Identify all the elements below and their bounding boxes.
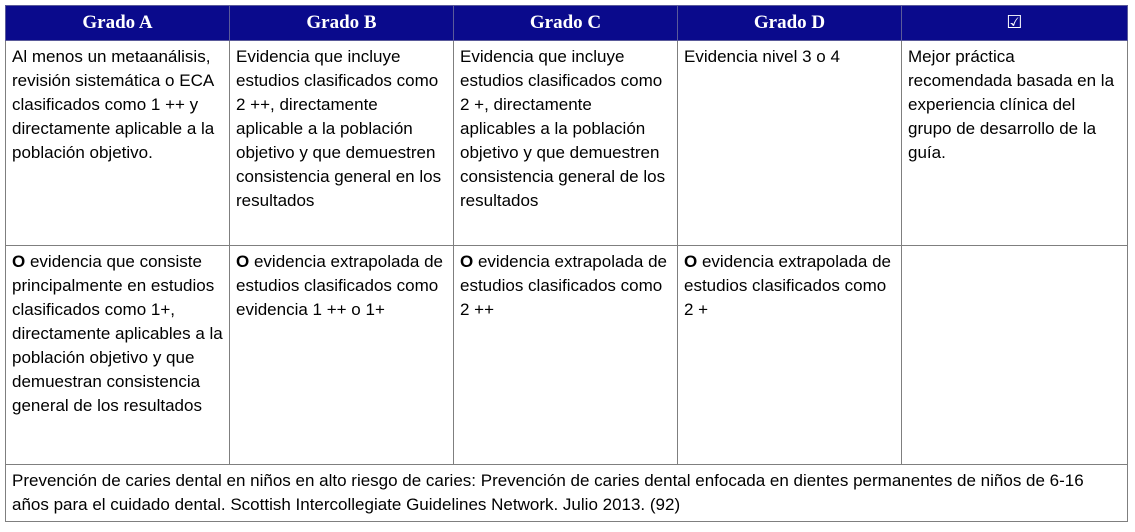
header-check (902, 6, 1128, 41)
or-prefix: O (236, 252, 250, 271)
source-row (6, 465, 1128, 522)
cell-grade-c-primary: Evidencia que incluye estudios clasificados como 2 +, directamente aplicables a la población objetivo y que demuestren consistencia general de los resultados (454, 41, 678, 246)
evidence-grades-table (5, 5, 1128, 522)
or-prefix: O (460, 252, 474, 271)
table-row (6, 246, 1128, 465)
table-row (6, 41, 1128, 246)
header-grade-d: Grado D (678, 6, 902, 41)
header-row (6, 6, 1128, 41)
checkbox-checked-icon: ☑ (1006, 12, 1023, 33)
or-prefix: O (12, 252, 26, 271)
header-grade-c: Grado C (454, 6, 678, 41)
cell-grade-d-primary: Evidencia nivel 3 o 4 (678, 41, 902, 246)
cell-check-alternative (902, 246, 1128, 465)
cell-text: evidencia extrapolada de estudios clasificados como evidencia 1 ++ o 1+ (236, 252, 443, 319)
cell-check-primary: Mejor práctica recomendada basada en la experiencia clínica del grupo de desarrollo de la guía. (902, 41, 1128, 246)
cell-text: evidencia que consiste principalmente en estudios clasificados como 1+, directamente aplicables a la población objetivo y que demuestran consistencia general de los resultados (12, 252, 223, 415)
cell-text: evidencia extrapolada de estudios clasificados como 2 + (684, 252, 891, 319)
cell-grade-d-alternative (678, 246, 902, 465)
header-grade-a: Grado A (6, 6, 230, 41)
header-grade-b: Grado B (230, 6, 454, 41)
cell-grade-a-primary: Al menos un metaanálisis, revisión sistemática o ECA clasificados como 1 ++ y directamente aplicable a la población objetivo. (6, 41, 230, 246)
cell-grade-c-alternative (454, 246, 678, 465)
cell-grade-b-primary: Evidencia que incluye estudios clasificados como 2 ++, directamente aplicable a la población objetivo y que demuestren consistencia general en los resultados (230, 41, 454, 246)
or-prefix: O (684, 252, 698, 271)
source-citation: Prevención de caries dental en niños en alto riesgo de caries: Prevención de caries dental enfocada en dientes permanentes de niños de 6-16 años para el cuidado dental. Scottish Intercollegiate Guidelines Network. Julio 2013. (92) (6, 465, 1128, 522)
cell-grade-a-alternative (6, 246, 230, 465)
cell-text: evidencia extrapolada de estudios clasificados como 2 ++ (460, 252, 667, 319)
cell-grade-b-alternative (230, 246, 454, 465)
